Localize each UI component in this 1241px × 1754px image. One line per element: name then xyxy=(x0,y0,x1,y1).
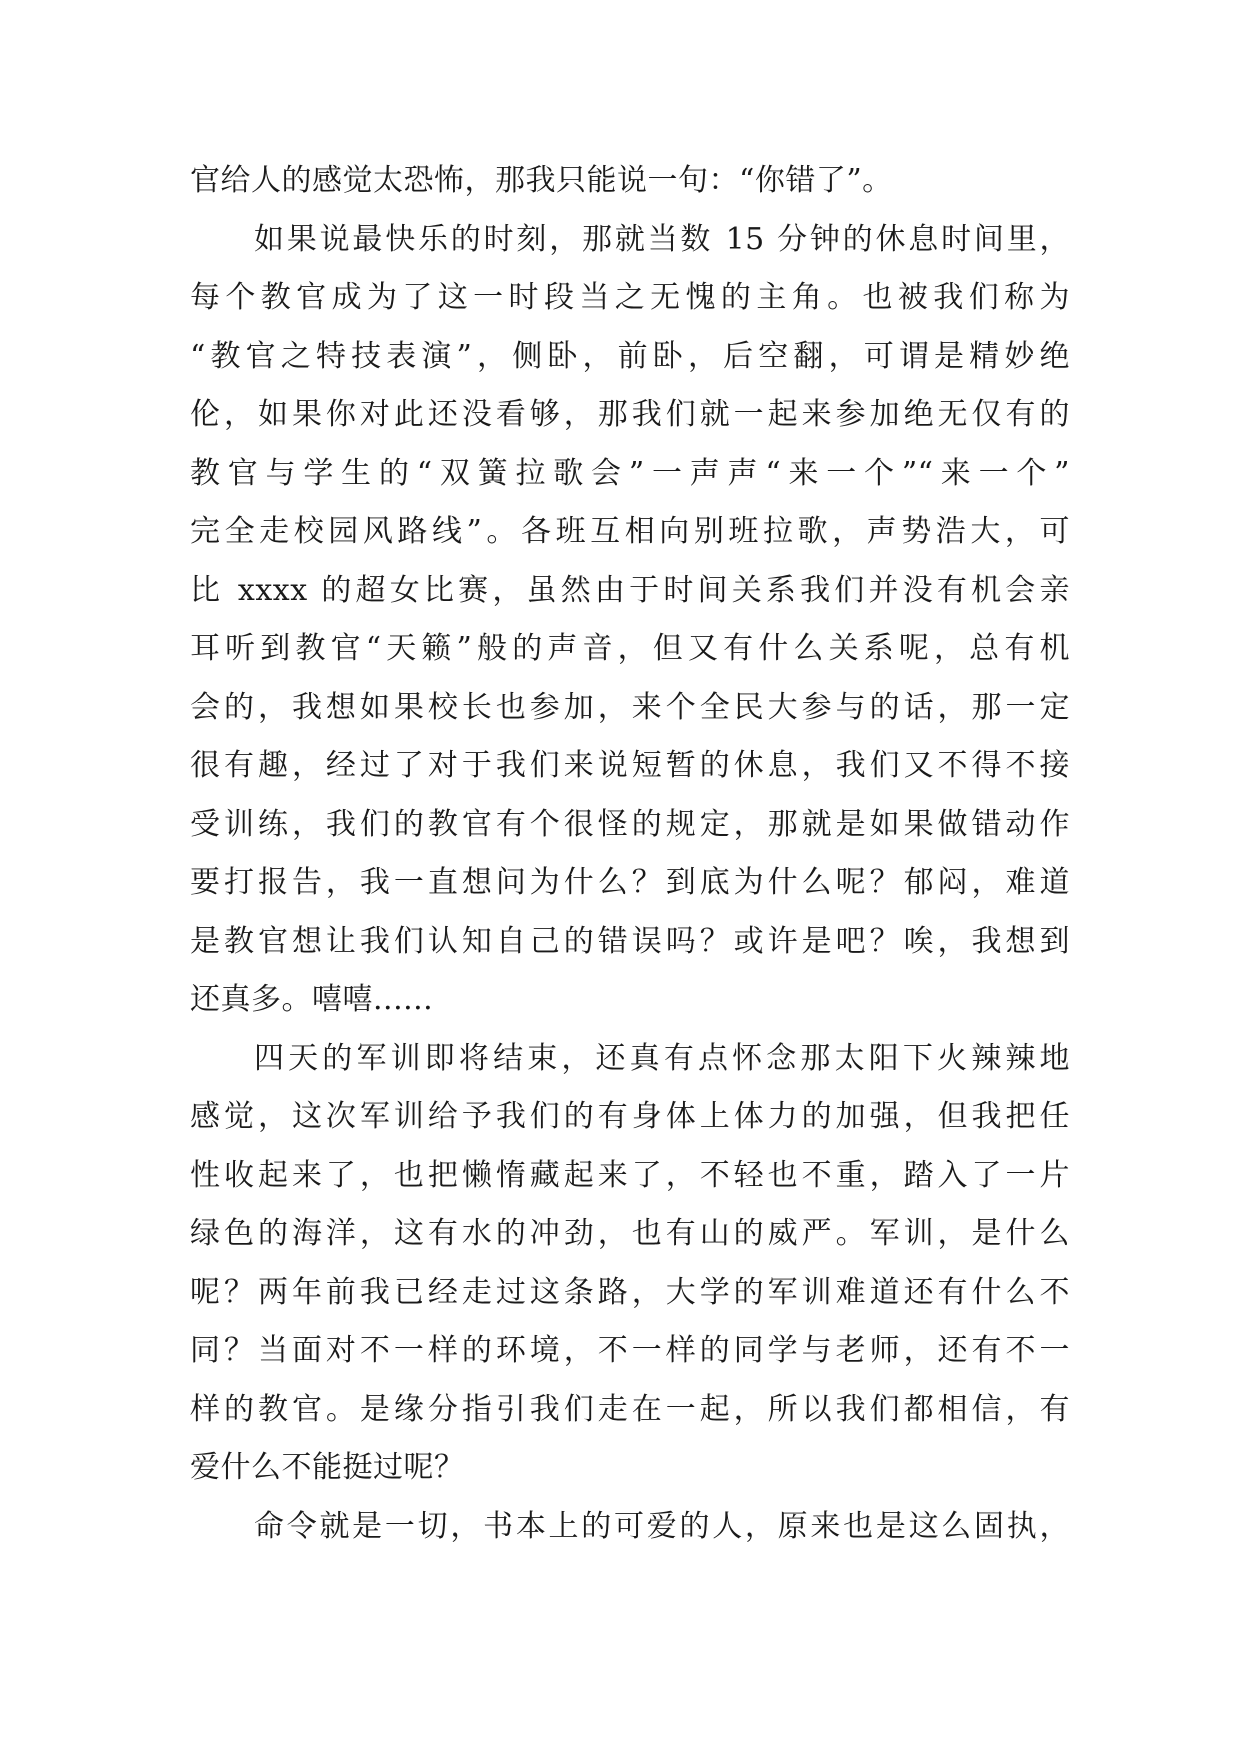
text-line: 爱什么不能挺过呢？ xyxy=(190,1450,465,1485)
text-line: 绿色的海洋，这有水的冲劲，也有山的威严。军训，是什么 xyxy=(190,1216,1070,1251)
text-line: 会的，我想如果校长也参加，来个全民大参与的话，那一定 xyxy=(190,689,1070,725)
text-line: 呢？两年前我已经走过这条路，大学的军训难道还有什么不 xyxy=(190,1274,1070,1310)
text-line: 还真多。嘻嘻...... xyxy=(190,982,434,1017)
text-line: 四天的军训即将结束，还真有点怀念那太阳下火辣辣地 xyxy=(254,1040,1070,1076)
text-line: “教官之特技表演”，侧卧，前卧，后空翻，可谓是精妙绝 xyxy=(190,338,1070,374)
text-line: 每个教官成为了这一时段当之无愧的主角。也被我们称为 xyxy=(190,280,1070,315)
text-line: 要打报告，我一直想问为什么？到底为什么呢？郁闷，难道 xyxy=(190,865,1070,900)
text-line: 耳听到教官“天籁”般的声音，但又有什么关系呢，总有机 xyxy=(190,631,1070,666)
text-line: 命令就是一切，书本上的可爱的人，原来也是这么固执， xyxy=(254,1508,1070,1544)
text-line: 伦，如果你对此还没看够，那我们就一起来参加绝无仅有的 xyxy=(190,397,1070,432)
text-line: 受训练，我们的教官有个很怪的规定，那就是如果做错动作 xyxy=(190,806,1070,842)
text-line: 是教官想让我们认知自己的错误吗？或许是吧？唉，我想到 xyxy=(190,923,1070,959)
text-line: 感觉，这次军训给予我们的有身体上体力的加强，但我把任 xyxy=(190,1099,1070,1134)
text-line: 完全走校园风路线”。各班互相向别班拉歌，声势浩大，可 xyxy=(190,514,1070,549)
body-text xyxy=(190,152,1070,1556)
text-line: 比 xxxx 的超女比赛，虽然由于时间关系我们并没有机会亲 xyxy=(190,572,1070,608)
text-line: 官给人的感觉太恐怖，那我只能说一句：“你错了”。 xyxy=(190,163,893,198)
text-line: 很有趣，经过了对于我们来说短暂的休息，我们又不得不接 xyxy=(190,748,1070,783)
text-line: 教官与学生的“双簧拉歌会”一声声“来一个”“来一个” xyxy=(190,455,1070,491)
text-line: 样的教官。是缘分指引我们走在一起，所以我们都相信，有 xyxy=(190,1391,1070,1427)
text-line: 同？当面对不一样的环境，不一样的同学与老师，还有不一 xyxy=(190,1333,1070,1368)
text-line: 如果说最快乐的时刻，那就当数 15 分钟的休息时间里， xyxy=(254,221,1070,257)
text-line: 性收起来了，也把懒惰藏起来了，不轻也不重，踏入了一片 xyxy=(190,1157,1070,1193)
